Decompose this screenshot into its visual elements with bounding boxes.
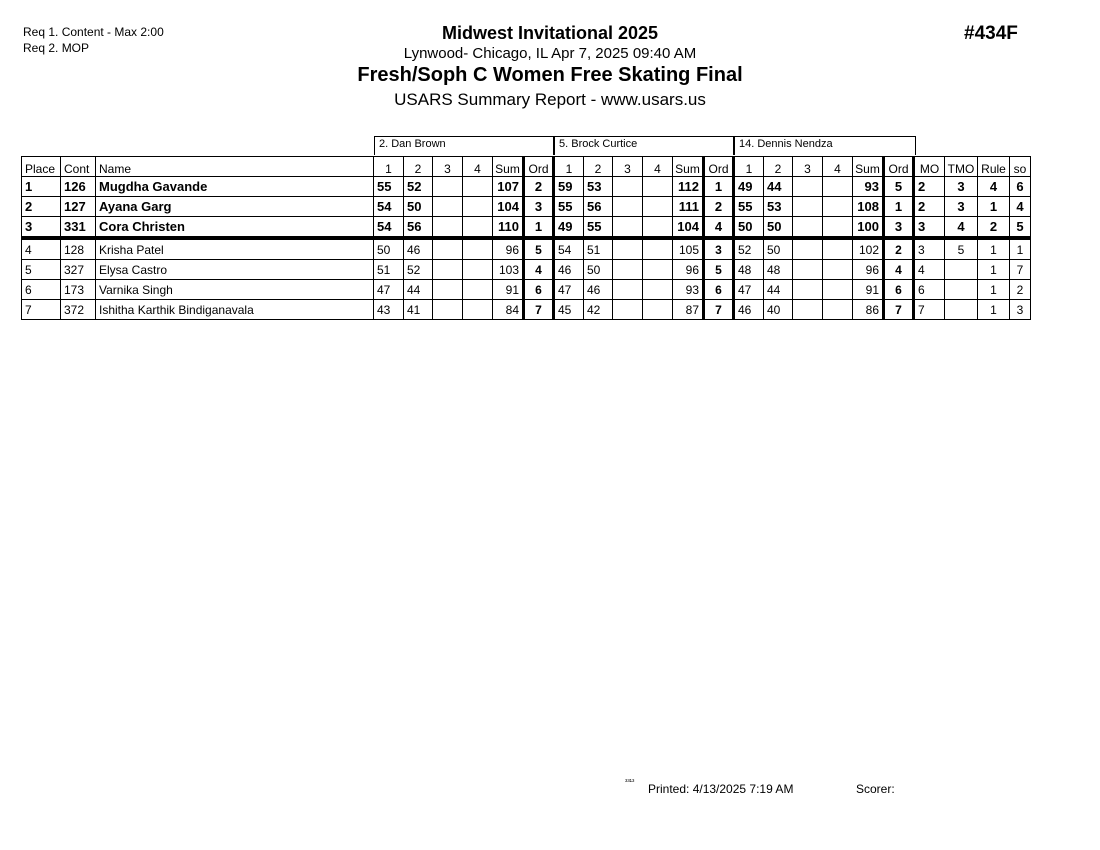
rule-cell: 1 [978,197,1010,217]
j2-score-1: 49 [554,217,584,239]
col-j2-4: 4 [643,157,673,177]
j2-score-4 [643,217,673,239]
mo-cell: 3 [914,217,945,239]
j2-score-3 [613,238,643,260]
j1-score-1: 51 [374,260,404,280]
j2-score-2: 55 [584,217,613,239]
table-row [22,177,1031,197]
event-name: Midwest Invitational 2025 [441,23,659,43]
col-j3-sum: Sum [853,157,884,177]
mo-cell: 6 [914,280,945,300]
table-row [22,197,1031,217]
so-cell: 4 [1010,197,1031,217]
tmo-cell [945,300,978,320]
j1-score-2: 44 [404,280,433,300]
judge-header-2: 5. Brock Curtice [554,136,734,155]
col-j1-3: 3 [433,157,463,177]
table-row [22,300,1031,320]
mo-cell: 4 [914,260,945,280]
mo-cell: 2 [914,177,945,197]
rule-cell: 4 [978,177,1010,197]
j2-sum: 96 [673,260,704,280]
j2-score-3 [613,197,643,217]
col-j2-sum: Sum [673,157,704,177]
j2-score-1: 45 [554,300,584,320]
j3-sum: 93 [853,177,884,197]
tmo-cell: 4 [945,217,978,239]
place-cell: 5 [22,260,61,280]
j1-score-2: 56 [404,217,433,239]
col-j2-ord: Ord [704,157,734,177]
j3-sum: 102 [853,238,884,260]
j3-score-2: 50 [764,217,793,239]
cont-cell: 127 [61,197,96,217]
cont-cell: 372 [61,300,96,320]
cont-cell: 327 [61,260,96,280]
j3-score-3 [793,260,823,280]
j1-score-4 [463,300,493,320]
j3-sum: 108 [853,197,884,217]
table-row [22,260,1031,280]
j3-score-2: 53 [764,197,793,217]
so-cell: 6 [1010,177,1031,197]
j3-score-3 [793,238,823,260]
col-j3-2: 2 [764,157,793,177]
col-j1-ord: Ord [524,157,554,177]
name-cell: Krisha Patel [96,238,374,260]
j1-score-1: 50 [374,238,404,260]
j1-ord: 2 [524,177,554,197]
j3-ord: 1 [884,197,914,217]
table-row [22,217,1031,239]
j2-score-4 [643,177,673,197]
so-cell: 1 [1010,238,1031,260]
j1-score-4 [463,177,493,197]
col-j3-3: 3 [793,157,823,177]
j3-ord: 7 [884,300,914,320]
report-subtitle: USARS Summary Report - www.usars.us [394,90,706,109]
j2-ord: 4 [704,217,734,239]
tmo-cell: 3 [945,197,978,217]
j3-ord: 2 [884,238,914,260]
j2-score-3 [613,280,643,300]
j1-score-1: 54 [374,197,404,217]
table-header-row [22,157,1031,177]
col-place: Place [22,157,61,177]
name-cell: Mugdha Gavande [96,177,374,197]
so-cell: 7 [1010,260,1031,280]
j3-ord: 3 [884,217,914,239]
place-cell: 3 [22,217,61,239]
j2-score-1: 59 [554,177,584,197]
j3-score-1: 52 [734,238,764,260]
j1-sum: 91 [493,280,524,300]
j2-score-1: 55 [554,197,584,217]
j2-score-4 [643,260,673,280]
j2-score-3 [613,217,643,239]
j1-score-2: 46 [404,238,433,260]
j3-score-1: 55 [734,197,764,217]
j3-score-2: 44 [764,177,793,197]
j3-score-4 [823,197,853,217]
place-cell: 4 [22,238,61,260]
j1-sum: 104 [493,197,524,217]
j3-score-3 [793,177,823,197]
col-name: Name [96,157,374,177]
j3-score-2: 44 [764,280,793,300]
col-j1-4: 4 [463,157,493,177]
rule-cell: 2 [978,217,1010,239]
j1-score-4 [463,197,493,217]
event-location-date: Lynwood- Chicago, IL Apr 7, 2025 09:40 AM [403,45,697,62]
name-cell: Elysa Castro [96,260,374,280]
so-cell: 3 [1010,300,1031,320]
j1-score-2: 50 [404,197,433,217]
j2-score-1: 47 [554,280,584,300]
j2-ord: 3 [704,238,734,260]
j3-score-4 [823,280,853,300]
j1-score-4 [463,217,493,239]
j3-score-3 [793,280,823,300]
j1-sum: 103 [493,260,524,280]
j1-score-3 [433,177,463,197]
j2-score-2: 56 [584,197,613,217]
j2-sum: 105 [673,238,704,260]
j1-score-4 [463,260,493,280]
j1-sum: 96 [493,238,524,260]
j2-score-3 [613,177,643,197]
j3-score-3 [793,197,823,217]
j2-score-1: 46 [554,260,584,280]
rule-cell: 1 [978,300,1010,320]
j3-ord: 5 [884,177,914,197]
j2-score-2: 51 [584,238,613,260]
col-j1-1: 1 [374,157,404,177]
col-j3-1: 1 [734,157,764,177]
j3-score-1: 49 [734,177,764,197]
j1-score-1: 54 [374,217,404,239]
mo-cell: 3 [914,238,945,260]
j2-sum: 112 [673,177,704,197]
j3-score-4 [823,217,853,239]
table-row [22,280,1031,300]
name-cell: Ayana Garg [96,197,374,217]
requirement-2: Req 2. MOP [23,41,90,55]
col-cont: Cont [61,157,96,177]
tmo-cell [945,260,978,280]
j1-score-1: 47 [374,280,404,300]
name-cell: Ishitha Karthik Bindiganavala [96,300,374,320]
j3-score-1: 48 [734,260,764,280]
scorer-label: Scorer: [856,782,895,796]
j1-ord: 1 [524,217,554,239]
report-title: Fresh/Soph C Women Free Skating Final [357,64,743,86]
j2-score-4 [643,238,673,260]
j3-score-1: 50 [734,217,764,239]
j2-score-4 [643,280,673,300]
results-table [21,156,1031,320]
j1-ord: 3 [524,197,554,217]
j2-score-3 [613,260,643,280]
j2-score-4 [643,300,673,320]
j1-score-3 [433,197,463,217]
j3-score-3 [793,217,823,239]
j1-ord: 7 [524,300,554,320]
j2-score-1: 54 [554,238,584,260]
col-j3-4: 4 [823,157,853,177]
j1-score-3 [433,260,463,280]
so-cell: 5 [1010,217,1031,239]
j1-score-3 [433,217,463,239]
place-cell: 6 [22,280,61,300]
j3-score-4 [823,300,853,320]
j1-score-4 [463,238,493,260]
j2-ord: 1 [704,177,734,197]
col-so: so [1010,157,1031,177]
j1-score-3 [433,238,463,260]
j3-score-4 [823,260,853,280]
j3-score-2: 48 [764,260,793,280]
j2-sum: 87 [673,300,704,320]
col-j2-1: 1 [554,157,584,177]
j3-score-3 [793,300,823,320]
j1-score-3 [433,280,463,300]
j3-score-1: 47 [734,280,764,300]
j2-ord: 2 [704,197,734,217]
place-cell: 7 [22,300,61,320]
j1-score-1: 55 [374,177,404,197]
j3-sum: 91 [853,280,884,300]
cont-cell: 126 [61,177,96,197]
mo-cell: 2 [914,197,945,217]
so-cell: 2 [1010,280,1031,300]
j3-ord: 6 [884,280,914,300]
j3-sum: 86 [853,300,884,320]
j3-score-1: 46 [734,300,764,320]
name-cell: Varnika Singh [96,280,374,300]
col-j1-sum: Sum [493,157,524,177]
j2-score-3 [613,300,643,320]
cont-cell: 128 [61,238,96,260]
j1-sum: 107 [493,177,524,197]
j1-score-2: 52 [404,260,433,280]
place-cell: 2 [22,197,61,217]
j2-sum: 111 [673,197,704,217]
place-cell: 1 [22,177,61,197]
j3-sum: 100 [853,217,884,239]
cont-cell: 173 [61,280,96,300]
col-j3-ord: Ord [884,157,914,177]
j1-ord: 4 [524,260,554,280]
printed-timestamp: Printed: 4/13/2025 7:19 AM [648,782,794,796]
col-tmo: TMO [945,157,978,177]
tmo-cell: 5 [945,238,978,260]
j2-score-2: 53 [584,177,613,197]
j2-ord: 7 [704,300,734,320]
j1-score-1: 43 [374,300,404,320]
j2-score-2: 50 [584,260,613,280]
table-row [22,238,1031,260]
judge-header-3: 14. Dennis Nendza [734,136,916,155]
j2-sum: 93 [673,280,704,300]
tmo-cell [945,280,978,300]
j2-ord: 5 [704,260,734,280]
j2-ord: 6 [704,280,734,300]
cont-cell: 331 [61,217,96,239]
j1-sum: 110 [493,217,524,239]
rule-cell: 1 [978,280,1010,300]
j2-score-4 [643,197,673,217]
j1-ord: 6 [524,280,554,300]
rule-cell: 1 [978,238,1010,260]
col-mo: MO [914,157,945,177]
j1-ord: 5 [524,238,554,260]
j3-sum: 96 [853,260,884,280]
j3-ord: 4 [884,260,914,280]
name-cell: Cora Christen [96,217,374,239]
j1-sum: 84 [493,300,524,320]
j2-score-2: 46 [584,280,613,300]
j2-score-2: 42 [584,300,613,320]
judge-header-1: 2. Dan Brown [374,136,554,155]
requirement-1: Req 1. Content - Max 2:00 [23,25,164,39]
j2-sum: 104 [673,217,704,239]
col-rule: Rule [978,157,1010,177]
col-j2-2: 2 [584,157,613,177]
event-code: #434F [964,23,1018,44]
mo-cell: 7 [914,300,945,320]
j3-score-2: 50 [764,238,793,260]
col-j1-2: 2 [404,157,433,177]
j3-score-4 [823,177,853,197]
j1-score-2: 52 [404,177,433,197]
col-j2-3: 3 [613,157,643,177]
tiny-code: ³³¹³ [625,779,635,786]
tmo-cell: 3 [945,177,978,197]
j3-score-4 [823,238,853,260]
j1-score-4 [463,280,493,300]
j1-score-2: 41 [404,300,433,320]
j3-score-2: 40 [764,300,793,320]
j1-score-3 [433,300,463,320]
rule-cell: 1 [978,260,1010,280]
